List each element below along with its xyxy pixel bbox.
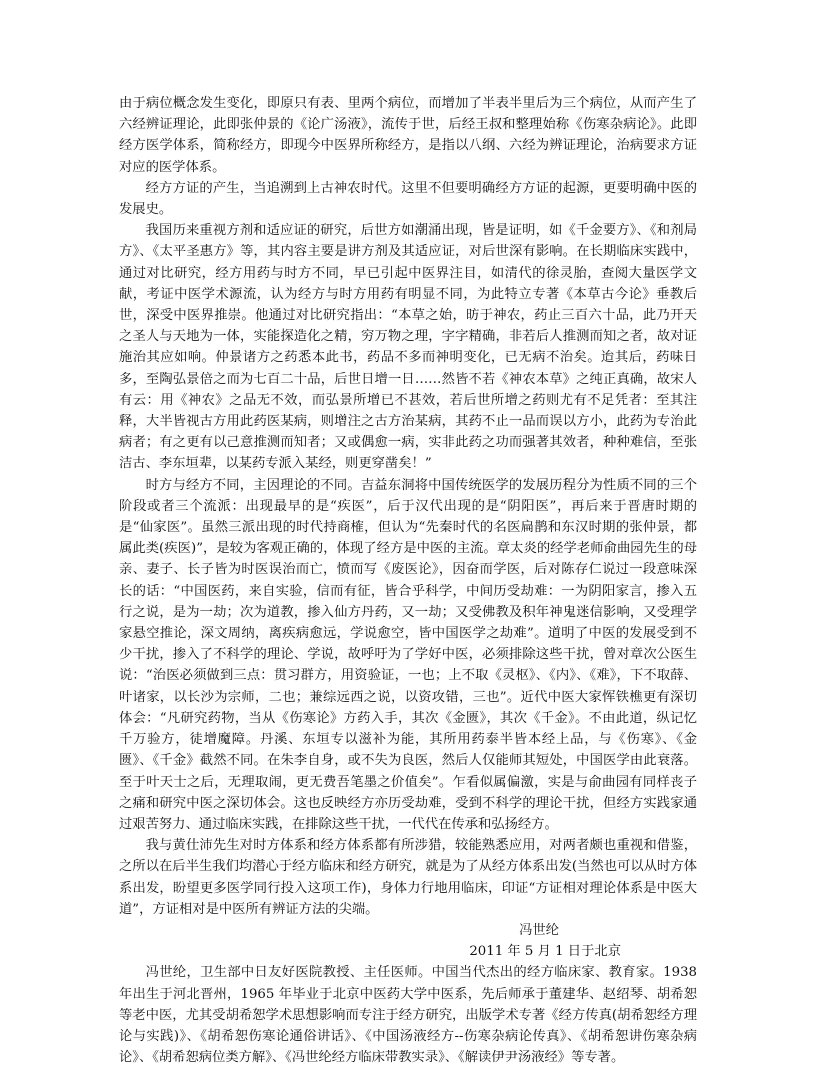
paragraph-3: 我国历来重视方剂和适应证的研究，后世方如潮涌出现，皆是证明，如《千金要方》、《和剂局方》、《太平圣惠方》等，其内容主要是讲方剂及其适应证，对后世深有影响。在长期临床实践中，通过对比研究，经方用药与时方不同，早已引起中医界注目，如清代的徐灵胎，查阅大量医学文献，考证中医学术源流，认为经方与时方用药有明显不同，为此特立专著《本草古今论》垂教后世，深受中医界推崇。他通过对比研究指出：“本草之始，昉于神农，药止三百六十品，此乃开天之圣人与天地为一体，实能探造化之精，穷万物之理，字字精确，非若后人推测而知之者，故对证施治其应如响。仲景诸方之药悉本此书，药品不多而神明变化，已无病不治矣。迨其后，药味日多，至陶弘景倍之而为七百二十品，后世日增一日……然皆不若《神农本草》之纯正真确，故宋人有云：用《神农》之品无不效，而弘景所增已不甚效，若后世所增之药则尤有不足凭者：至其注释，大半皆视古方用此药医某病，则增注之古方治某病，其药不止一品而误以方小，此药为专治此病者；有之更有以己意推测而知者；又或偶愈一病，实非此药之功而强著其效者，种种难信，至张洁古、李东垣辈，以某药专派入某经，则更穿凿矣！” [119,223,697,472]
paragraph-2: 经方方证的产生，当追溯到上古神农时代。这里不但要明确经方方证的起源，更要明确中医的发展史。 [119,180,697,218]
signature-date: 2011 年 5 月 1 日于北京 [469,944,621,960]
signature-name: 冯世纶 [519,922,559,938]
document-page [119,93,697,1068]
paragraph-1: 由于病位概念发生变化，即原只有表、里两个病位，而增加了半表半里后为三个病位，从而产生了六经辨证理论，此即张仲景的《论广汤液》，流传于世，后经王叔和整理始称《伤寒杂病论》。此即经方医学体系，简称经方，即现今中医界所称经方，是指以八纲、六经为辨证理论，治病要求方证对应的医学体系。 [119,96,697,175]
paragraph-5: 我与黄仕沛先生对时方体系和经方体系都有所涉猎，较能熟悉应用，对两者颇也重视和借鉴，之所以在后半生我们均潜心于经方临床和经方研究，就是为了从经方体系出发(当然也可以从时方体系出发，盼望更多医学同行投入这项工作)，身体力行地用临床，印证“方证相对理论体系是中医大道”，方证相对是中医所有辨证方法的尖端。 [119,838,697,917]
paragraph-4: 时方与经方不同，主因理论的不同。吉益东洞将中国传统医学的发展历程分为性质不同的三个阶段或者三个流派：出现最早的是“疾医”，后于汉代出现的是“阴阳医”，再后来于晋唐时期的是“仙家医”。虽然三派出现的时代持商榷，但认为“先秦时代的名医扁鹊和东汉时期的张仲景，都属此类(疾医)”，是较为客观正确的，体现了经方是中医的主流。章太炎的经学老师俞曲园先生的母亲、妻子、长子皆为时医误治而亡，愤而写《废医论》，因奋而学医，后对陈存仁说过一段意味深长的话：“中国医药，来自实验，信而有征，皆合乎科学，中间历受劫难：一为阴阳家言，掺入五行之说，是为一劫；次为道教，掺入仙方丹药，又一劫；又受佛教及积年神鬼迷信影响，又受理学家悬空推论，深文周纳，离疾病愈远，学说愈空，皆中国医学之劫难”。道明了中医的发展受到不少干扰，掺入了不科学的理论、学说，故呼吁为了学好中医，必须排除这些干扰，曾对章次公医生说：“治医必须做到三点：贯习群方，用资验证，一也；上不取《灵枢》、《内》、《难》，下不取薛、叶诸家，以长沙为宗师，二也；兼综远西之说，以资攻错，三也”。近代中医大家恽铁樵更有深切体会：“凡研究药物，当从《伤寒论》方药入手，其次《金匮》，其次《千金》。不由此道，纵记忆千万验方，徒增魔障。丹溪、东垣专以滋补为能，其所用药泰半皆本经上品，与《伤寒》、《金匮》、《千金》截然不同。在朱李自身，或不失为良医，然后人仅能师其短处，中国医学由此衰落。至于叶天士之后，无理取闹，更无费吾笔墨之价值矣”。乍看似属偏激，实是与俞曲园有同样丧子之痛和研究中医之深切体会。这也反映经方亦历受劫难，受到不科学的理论干扰，但经方实践家通过艰苦努力、通过临床实践，在排除这些干扰，一代代在传承和弘扬经方。 [119,477,697,832]
author-bio: 冯世纶，卫生部中日友好医院教授、主任医师。中国当代杰出的经方临床家、教育家。1938年出生于河北晋州，1965 年毕业于北京中医药大学中医系，先后师承于董建华、赵绍琴、胡希恕等老中医，尤其受胡希恕学术思想影响而专注于经方研究，出版学术专著《经方传真(胡希恕经方理论与实践)》、《胡希恕伤寒论通俗讲话》、《中国汤液经方--伤寒杂病论传真》、《胡希恕讲伤寒杂病论》、《胡希恕病位类方解》、《冯世纶经方临床带教实录》、《解读伊尹汤液经》等专著。 [119,965,697,1066]
